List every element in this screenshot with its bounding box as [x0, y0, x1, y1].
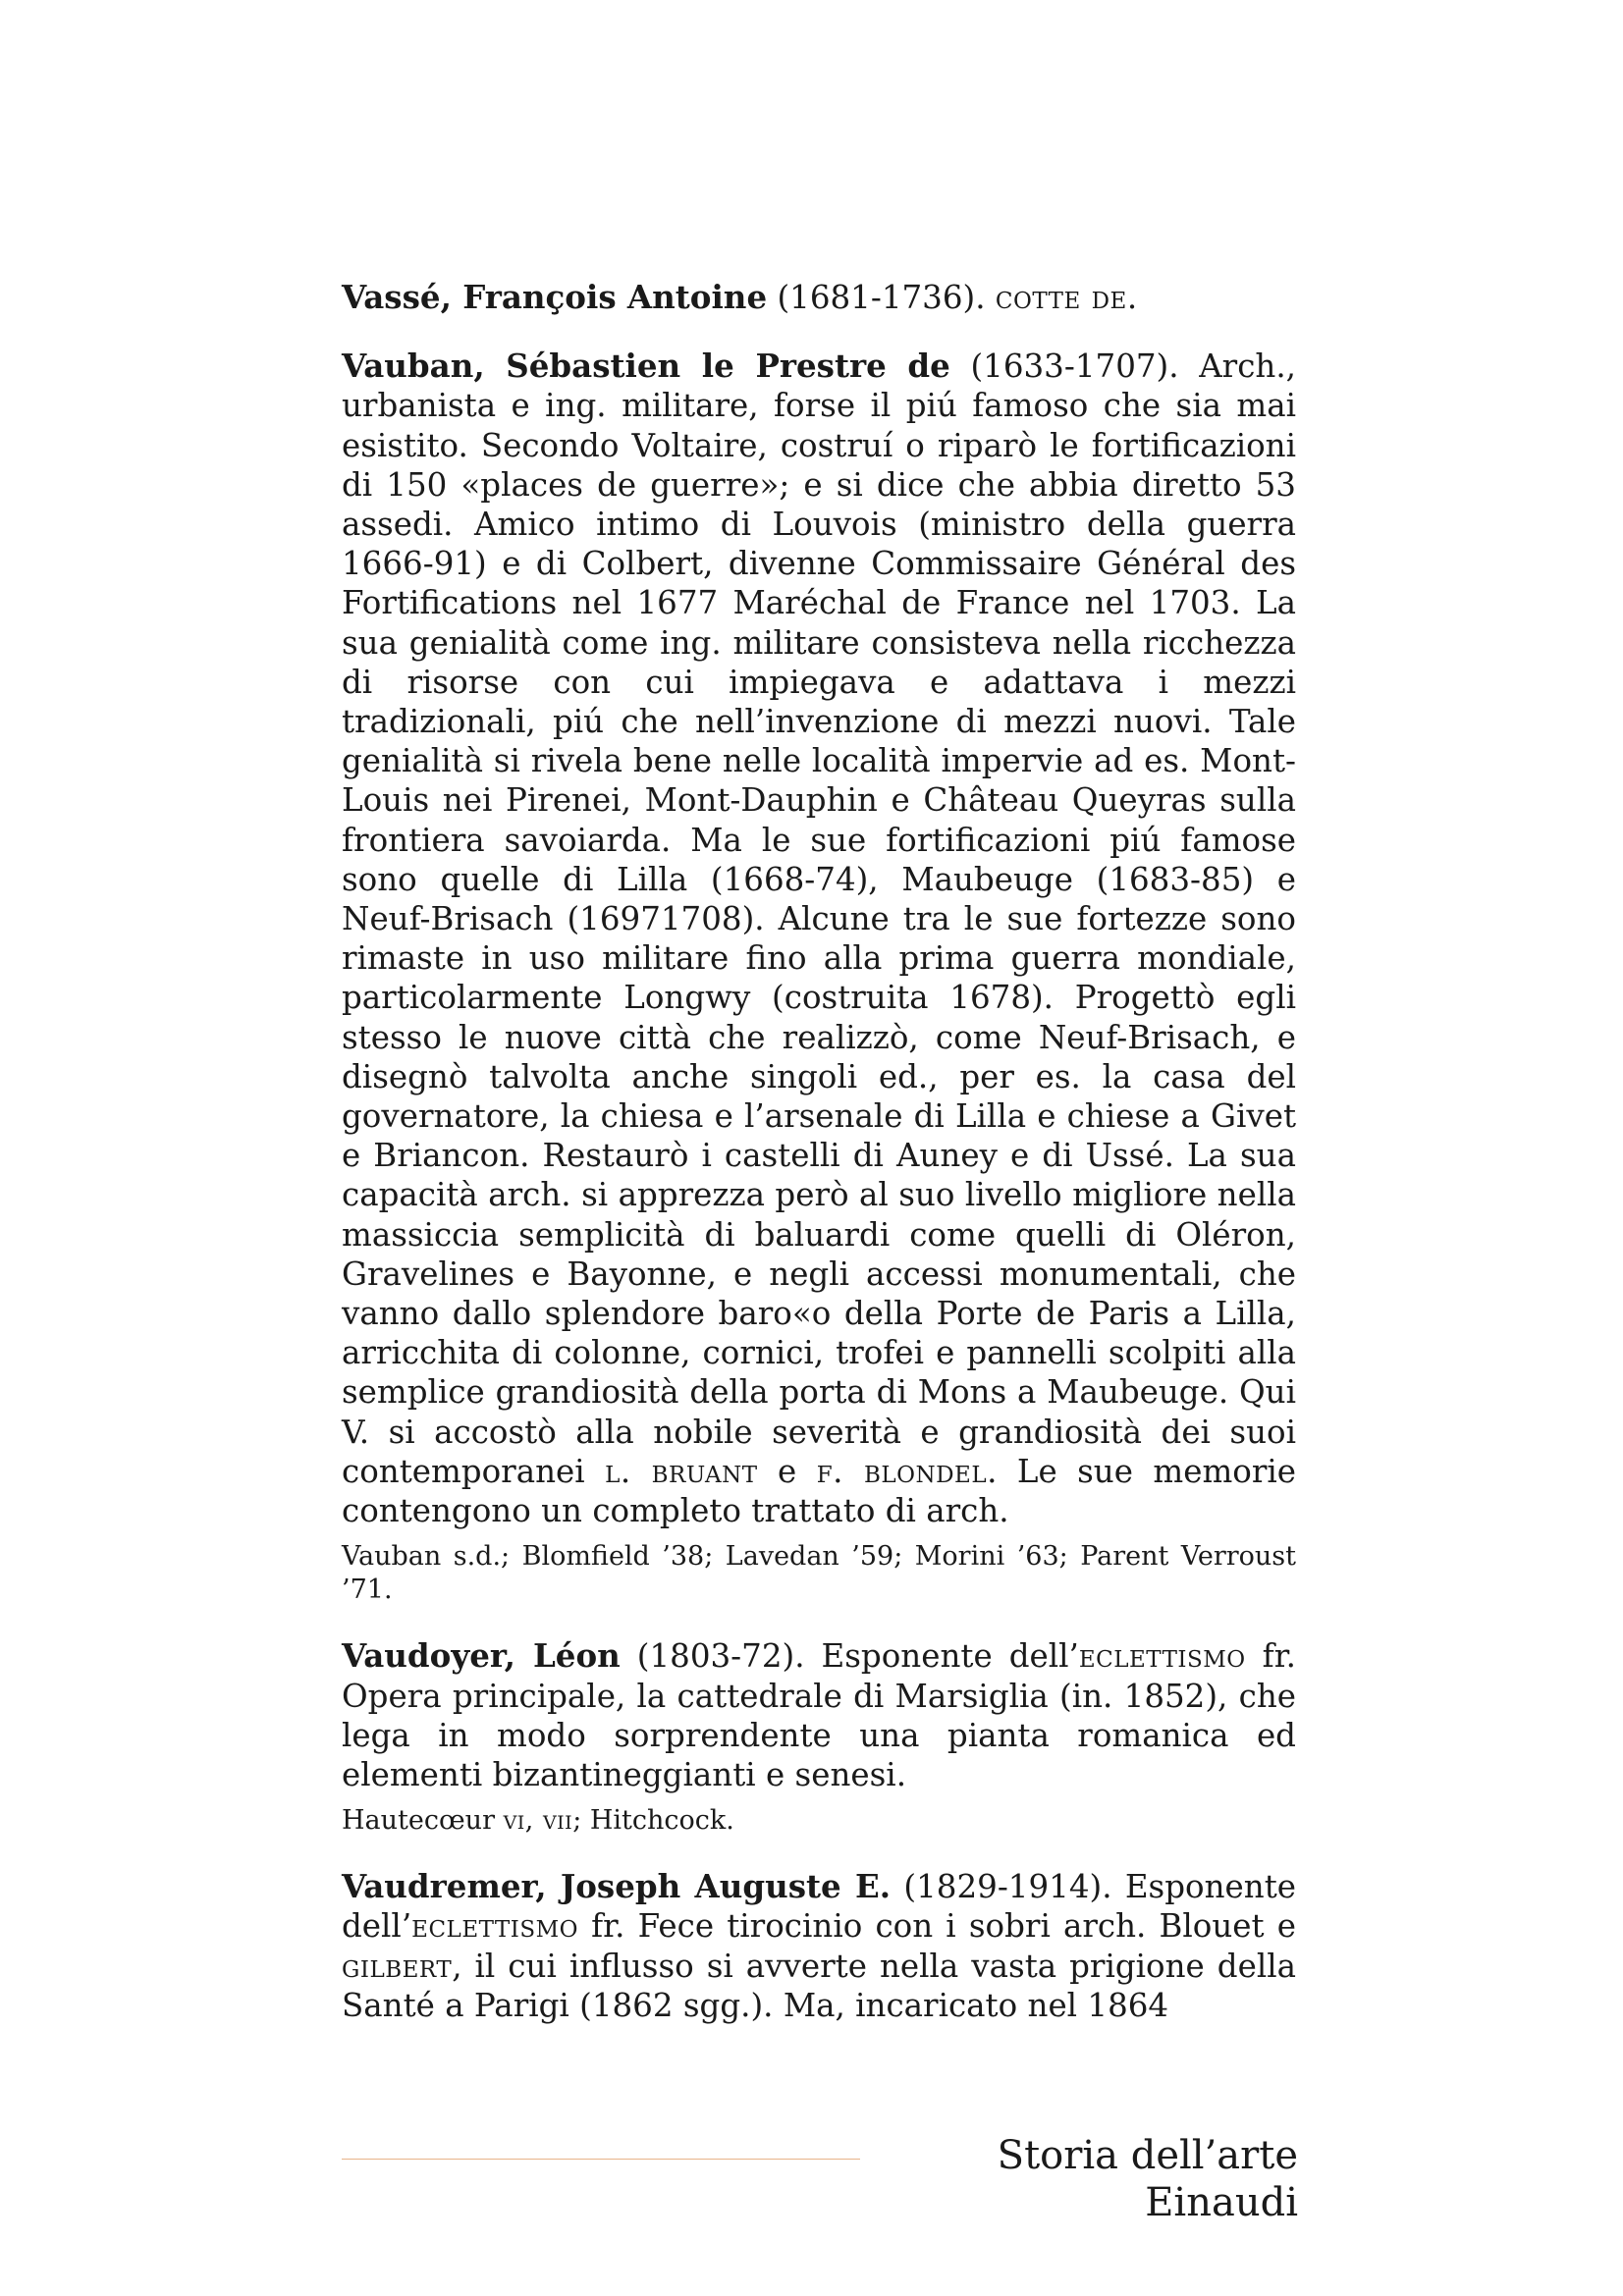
entry-vaudremer	[342, 1867, 1296, 2025]
cross-reference: l. bruant	[605, 1452, 758, 1490]
cross-reference: eclettismo	[1078, 1637, 1246, 1676]
entry-text: (1803-72). Esponente dell’	[620, 1637, 1079, 1676]
entry-vauban	[342, 347, 1296, 1607]
bibliography-text: ; Hitchcock.	[572, 1805, 734, 1837]
bibliography-volumes: vi, vii	[503, 1805, 573, 1837]
footer-divider	[342, 2159, 860, 2160]
entry-text: .	[1126, 279, 1138, 316]
cross-reference: cotte de	[995, 279, 1127, 316]
entry-text: (1681-1736).	[767, 279, 996, 316]
entry-text: (1829-1914). Esponente dell’	[342, 1868, 1296, 1946]
cross-reference: eclettismo	[411, 1907, 578, 1946]
entry-body	[342, 1867, 1296, 2025]
entry-heading: Vaudoyer, Léon	[342, 1636, 621, 1676]
entry-text: , il cui influsso si avverte nella vasta prigione della Santé a Parigi (1862 sgg.). Ma, incaricato nel 1864	[342, 1947, 1296, 2024]
entry-text: (1633-1707). Arch., urbanista e ing. militare, forse il piú famoso che sia mai esistito. Secondo Voltaire, costruí o riparò le fortificazioni di 150 «places de guerre»; e si dice che abbia diretto 53 assedi. Amico intimo di Louvois (ministro della guerra 1666-91) e di Colbert, divenne Commissaire Général des Fortifications nel 1677 Maréchal de France nel 1703. La sua genialità come ing. militare consisteva nella ricchezza di risorse con cui impiegava e adattava i mezzi tradizionali, piú che nell’invenzione di mezzi nuovi. Tale genialità si rivela bene nelle località impervie ad es. Mont-Louis nei Pirenei, Mont-Dauphin e Château Queyras sulla frontiera savoiarda. Ma le sue fortificazioni piú famose sono quelle di Lilla (1668-74), Maubeuge (1683-85) e Neuf-Brisach (16971708). Alcune tra le sue fortezze sono rimaste in uso militare fino alla prima guerra mondiale, particolarmente Longwy (costruita 1678). Progettò egli stesso le nuove città che realizzò, come Neuf-Brisach, e disegnò talvolta anche singoli ed., per es. la casa del governatore, la chiesa e l’arsenale di Lilla e chiese a Givet e Briancon. Restaurò i castelli di Auney e di Ussé. La sua capacità arch. si apprezza però al suo livello migliore nella massiccia semplicità di baluardi come quelli di Oléron, Gravelines e Bayonne, e negli accessi monumentali, che vanno dallo splendore baro«o della Porte de Paris a Lilla, arricchita di colonne, cornici, trofei e pannelli scolpiti alla semplice grandiosità della porta di Mons a Maubeuge. Qui V. si accostò alla nobile severità e grandiosità dei suoi contemporanei	[342, 347, 1297, 1490]
entry-body	[342, 278, 1296, 317]
entry-vasse	[342, 278, 1296, 317]
cross-reference: f. blondel	[816, 1452, 988, 1490]
entry-body	[342, 347, 1296, 1530]
entry-heading: Vassé, François Antoine	[342, 278, 768, 316]
cross-reference: gilbert	[342, 1947, 453, 1985]
entry-heading: Vaudremer, Joseph Auguste E.	[342, 1867, 892, 1906]
bibliography: Vauban s.d.; Blomfield ’38; Lavedan ’59; Morini ’63; Parent Verroust ’71.	[342, 1541, 1296, 1606]
entry-text: . Le sue memorie contengono un completo trattato di arch.	[342, 1452, 1296, 1530]
entry-text: fr. Opera principale, la cattedrale di Marsiglia (in. 1852), che lega in modo sorprendente una pianta romanica ed elementi bizantineggianti e senesi.	[342, 1637, 1296, 1793]
entry-body	[342, 1636, 1296, 1794]
entry-vaudoyer	[342, 1636, 1296, 1838]
dictionary-column	[342, 278, 1296, 2025]
bibliography-text: Hautecœur	[342, 1805, 504, 1837]
footer-title: Storia dell’arte Einaudi	[997, 2133, 1298, 2225]
entry-text: fr. Fece tirocinio con i sobri arch. Blouet e	[577, 1907, 1296, 1946]
entry-heading: Vauban, Sébastien le Prestre de	[342, 347, 950, 386]
entry-text: e	[757, 1452, 817, 1490]
bibliography	[342, 1804, 1296, 1838]
